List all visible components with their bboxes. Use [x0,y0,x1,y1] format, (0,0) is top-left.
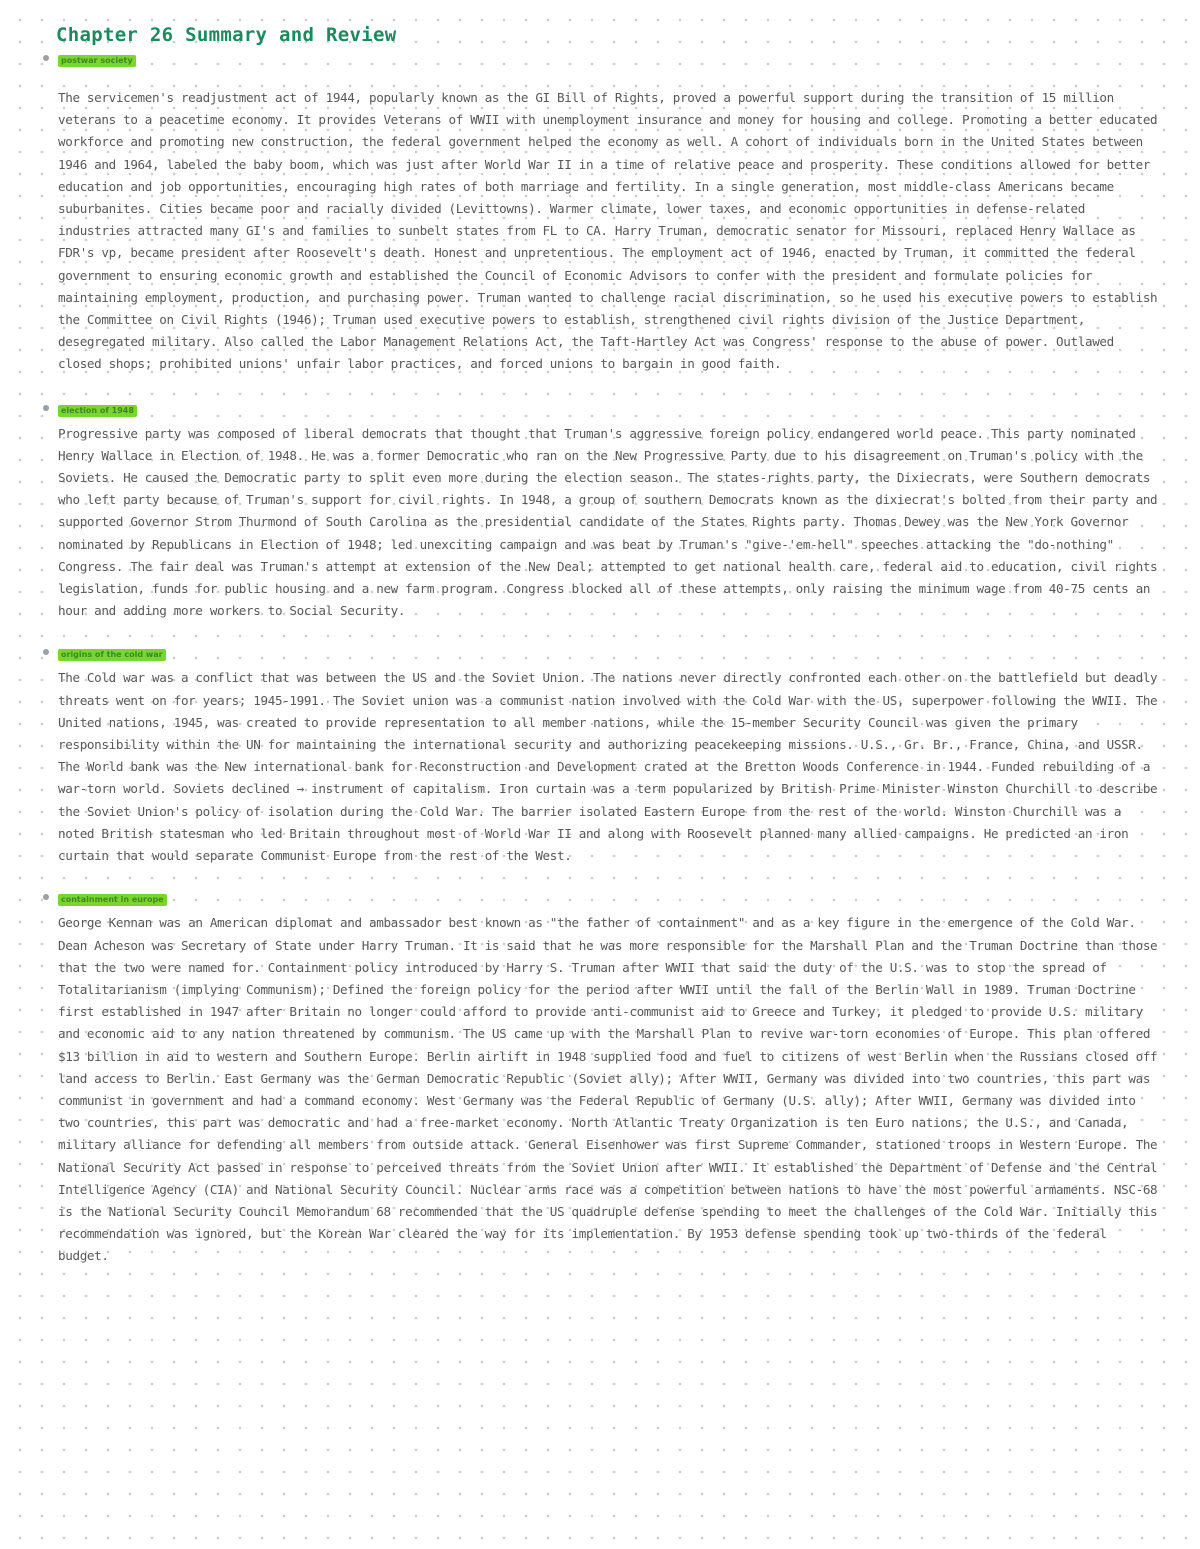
section-origins-cold-war [56,646,1160,867]
page-title: Chapter 26 Summary and Review [56,24,397,46]
bullet-icon [43,55,49,61]
section-heading: containment in europe [58,894,167,906]
section-postwar-society [56,52,1160,376]
section-body: Progressive party was composed of liberal democrats that thought that Truman's aggressive foreign policy endangered world peace. This party nominated Henry Wallace in Election of 1948. He was a former Democratic who ran on the New Progressive Party due to his disagreement on Truman's policy with the Soviets. He caused the Democratic party to split even more during the election season. The states-rights party, the Dixiecrats, were Southern democrats who left party because of Truman's support for civil rights. In 1948, a group of southern Democrats known as the dixiecrat's bolted from their party and supported Governor Strom Thurmond of South Carolina as the presidential candidate of the States Rights party. Thomas Dewey was the New York Governor nominated by Republicans in Election of 1948; led unexciting campaign and was beat by Truman's "give-'em-hell" speeches attacking the "do-nothing" Congress. The fair deal was Truman's attempt at extension of the New Deal; attempted to get national health care, federal aid to education, civil rights legislation, funds for public housing and a new farm program. Congress blocked all of these attempts, only raising the minimum wage from 40-75 cents an hour and adding more workers to Social Security. [58,425,1158,619]
bullet-icon [43,894,49,900]
section-heading: origins of the cold war [58,649,166,661]
section-election-1948 [56,402,1160,623]
section-body: George Kennan was an American diplomat and ambassador best known as "the father of containment" and as a key figure in the emergence of the Cold War. Dean Acheson was Secretary of State under Harry Truman. It is said that he was more responsible for the Marshall Plan and the Truman Doctrine than those that the two were named for. Containment policy introduced by Harry S. Truman after WWII that said the duty of the U.S. was to stop the spread of Totalitarianism (implying Communism); Defined the foreign policy for the period after WWII until the fall of the Berlin Wall in 1989. Truman Doctrine first established in 1947 after Britain no longer could afford to provide anti-communist aid to Greece and Turkey, it pledged to provide U.S. military and economic aid to any nation threatened by communism. The US came up with the Marshall Plan to revive war-torn economies of Europe. This plan offered $13 billion in aid to western and Southern Europe. Berlin airlift in 1948 supplied food and fuel to citizens of west Berlin when the Russians closed off land access to Berlin. East Germany was the German Democratic Republic (Soviet ally); After WWII, Germany was divided into two countries, this part was communist in government and had a command economy. West Germany was the Federal Republic of Germany (U.S. ally); After WWII, Germany was divided into two countries, this part was democratic and had a free-market economy. North Atlantic Treaty Organization is ten Euro nations, the U.S., and Canada, military alliance for defending all members from outside attack. General Eisenhower was first Supreme Commander, stationed troops in Western Europe. The National Security Act passed in response to perceived threats from the Soviet Union after WWII. It established the Department of Defense and the Central Intelligence Agency (CIA) and National Security Council. Nuclear arms race was a competition between nations to have the most powerful armaments. NSC-68 is the National Security Council Memorandum 68 recommended that the US quadruple defense spending to meet the challenges of the Cold War. Initially this recommendation was ignored, but the Korean War cleared the way for its implementation. By 1953 defense spending took up two-thirds of the federal budget. [58,915,1158,1264]
section-heading: postwar society [58,55,136,67]
bullet-icon [43,405,49,411]
bullet-icon [43,649,49,655]
section-body: The Cold war was a conflict that was between the US and the Soviet Union. The nations never directly confronted each other on the battlefield but deadly threats went on for years; 1945-1991. The Soviet union was a communist nation involved with the Cold War with the US, superpower following the WWII. The United nations, 1945, was created to provide representation to all member nations, while the 15-member Security Council was given the primary responsibility within the UN for maintaining the international security and authorizing peacekeeping missions. U.S., Gr. Br., France, China, and USSR. The World bank was the New international bank for Reconstruction and Development crated at the Bretton Woods Conference in 1944. Funded rebuilding of a war-torn world. Soviets declined → instrument of capitalism. Iron curtain was a term popularized by British Prime Minister Winston Churchill to describe the Soviet Union's policy of isolation during the Cold War. The barrier isolated Eastern Europe from the rest of the world. Winston Churchill was a noted British statesman who led Britain throughout most of World War II and along with Roosevelt planned many allied campaigns. He predicted an iron curtain that would separate Communist Europe from the rest of the West. [58,670,1158,864]
section-heading: election of 1948 [58,405,137,417]
section-containment-europe [56,891,1160,1267]
section-body: The servicemen's readjustment act of 1944, popularly known as the GI Bill of Rights, proved a powerful support during the transition of 15 million veterans to a peacetime economy. It provides Veterans of WWII with unemployment insurance and money for housing and college. Promoting a better educated workforce and promoting new construction, the federal government helped the economy as well. A cohort of individuals born in the United States between 1946 and 1964, labeled the baby boom, which was just after World War II in a time of relative peace and prosperity. These conditions allowed for better education and job opportunities, encouraging high rates of both marriage and fertility. In a single generation, most middle-class Americans became suburbanites. Cities became poor and racially divided (Levittowns). Warmer climate, lower taxes, and economic opportunities in defense-related industries attracted many GI's and families to sunbelt states from FL to CA. Harry Truman, democratic senator for Missouri, replaced Henry Wallace as FDR's vp, became president after Roosevelt's death. Honest and unpretentious. The employment act of 1946, enacted by Truman, it committed the federal government to ensuring economic growth and established the Council of Economic Advisors to confer with the president and formulate policies for maintaining employment, production, and purchasing power. Truman wanted to challenge racial discrimination, so he used his executive powers to establish the Committee on Civil Rights (1946); Truman used executive powers to establish, strengthened civil rights division of the Justice Department, desegregated military. Also called the Labor Management Relations Act, the Taft-Hartley Act was Congress' response to the abuse of power. Outlawed closed shops; prohibited unions' unfair labor practices, and forced unions to bargain in good faith. [58,90,1158,372]
